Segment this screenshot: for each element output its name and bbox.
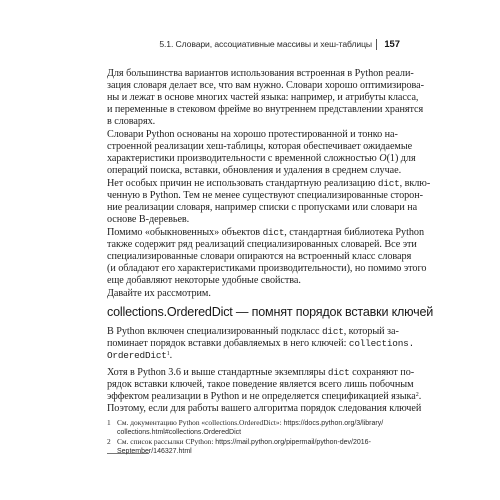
paragraph-1-line-3: ны и лежат в основе многих частей языка: например, и атрибуты класса, [107,92,419,103]
paragraph-4-line-3: специализированные словари опираются на встроенный класс словаря [107,251,412,262]
paragraph-3-line-1-text: Нет особых причин не использовать стандартную реализацию [107,178,378,189]
footnote-1-text: См. документацию Python «collections.OrderedDict»: [117,418,284,427]
paragraph-6-line-3 [107,350,172,362]
paragraph-7-line-4: Поэтому, если для работы вашего алгоритма порядок следования ключей [107,403,422,414]
inline-code-dict: dict [327,367,350,378]
paragraph-1-line-4: и переменные в стековом фрейме во внутреннем представлении хранятся [107,104,424,115]
paragraph-7-line-1-tail: сохраняют по- [349,367,415,378]
paragraph-2-line-3-text: характеристики производительности с временной сложностью [107,153,380,164]
footnote-ref-2[interactable]: 2 [415,392,419,398]
inline-code-collections: collections. [348,338,415,349]
footnote-2-link-cont[interactable]: September/146327.html [117,448,192,455]
paragraph-7-line-3-tail: . [418,391,422,402]
paragraph-4-line-1-text: Помимо «обыкновенных» объектов [107,227,263,238]
footnote-2-text: См. список рассылки CPython: [117,437,216,446]
paragraph-1-line-2: зация словаря делает все, что вам нужно. Словари хорошо оптимизирова- [107,80,424,91]
paragraph-3-line-1-tail: , вклю- [399,178,431,189]
paragraph-7-line-3 [107,391,421,403]
paragraph-4-line-2: также содержит ряд реализаций специализированных словарей. Все эти [107,239,417,250]
footnote-2-link[interactable]: https://mail.python.org/pipermail/python-dev/2016- [215,439,371,446]
paragraph-2-line-2: строенной реализации хеш-таблицы, которая обеспечивает ожидаемые [107,141,413,152]
footnote-1-link-cont[interactable]: collections.html#collections.OrderedDict [117,429,242,436]
paragraph-6-line-2-text: поминает порядок вставки добавляемых в него ключей: [107,338,349,349]
paragraph-6-line-2 [107,338,414,350]
paragraph-2-line-3 [107,153,416,165]
footnote-1-line-2 [107,427,241,437]
paragraph-7-line-2: рядок вставки ключей, такое поведение является всего лишь побочным [107,379,414,390]
paragraph-1-line-5: в словарях. [107,116,156,127]
header-separator [376,39,377,50]
paragraph-7-line-1 [107,367,414,379]
paragraph-3-line-3: ние реализации словаря, например списки с пропусками или словари на [107,202,418,213]
paragraph-6-line-1 [107,326,399,338]
paragraph-3-line-1 [107,178,430,190]
big-o-formula: O [379,153,387,164]
paragraph-2-line-3-rest: (1) для [386,153,416,164]
paragraph-7-line-1-text: Хотя в Python 3.6 и выше стандартные экземпляры [107,367,328,378]
paragraph-3-line-4: основе B-деревьев. [107,214,190,225]
paragraph-6-line-1-tail: , который за- [343,326,399,337]
paragraph-2-line-4: операций поиска, вставки, обновления и удаления в среднем случае. [107,165,402,176]
paragraph-4-line-1 [107,227,424,239]
section-heading: collections.OrderedDict — помнят порядок вставки ключей [107,305,434,319]
paragraph-5-line-1: Давайте их рассмотрим. [107,288,211,299]
paragraph-2-line-1: Словари Python основаны на хорошо протестированной и тонко на- [107,129,398,140]
paragraph-6-line-1-text: В Python включен специализированный подкласс [107,326,322,337]
running-header [107,38,400,50]
inline-code-ordereddict: OrderedDict [107,350,167,361]
paragraph-3-line-2: ченную в Python. Тем не менее существуют специализированные сторон- [107,190,423,201]
paragraph-1-line-1: Для большинства вариантов использования встроенная в Python реали- [107,68,414,79]
footnote-2-line-2 [107,446,192,456]
footnote-2-marker: 2 [107,437,111,446]
paragraph-6-line-3-tail: . [169,350,173,361]
inline-code-dict: dict [377,178,400,189]
inline-code-dict: dict [321,326,344,337]
footnote-1-link[interactable]: https://docs.python.org/3/library/ [283,420,384,427]
page-number: 157 [384,38,400,49]
paragraph-4-line-5: еще добавляют некоторые удобные свойства. [107,275,301,286]
paragraph-7-line-3-text: эффектом реализации в Python и не определяется спецификацией языка [107,391,416,402]
paragraph-4-line-4: (и обладают его характеристиками производительности), но помимо этого [107,263,427,274]
inline-code-dict: dict [262,227,285,238]
paragraph-4-line-1-tail: , стандартная библиотека Python [284,227,424,238]
running-title: 5.1. Словари, ассоциативные массивы и хеш-таблицы [159,39,372,49]
footnote-1-marker: 1 [107,418,111,427]
footnote-ref-1[interactable]: 1 [166,351,170,357]
